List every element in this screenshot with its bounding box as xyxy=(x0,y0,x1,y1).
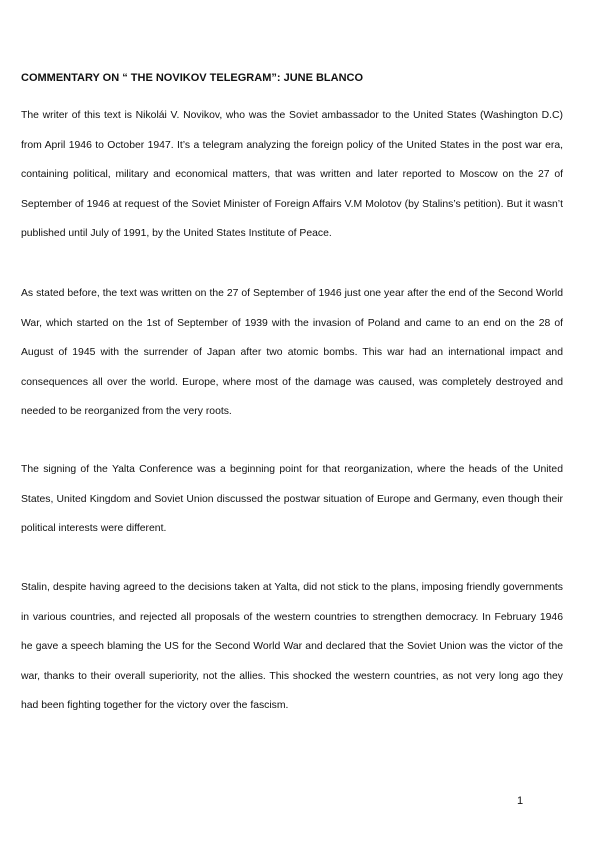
document-title: COMMENTARY ON “ THE NOVIKOV TELEGRAM”: JUNE BLANCO xyxy=(21,72,364,84)
paragraph-historical-context: As stated before, the text was written on the 27 of September of 1946 just one year after the end of the Second World War, which started on the 1st of September of 1939 with the invasion of Poland and came to an end on the 28 of August of 1945 with the surrender of Japan after two atomic bombs. This war had an international impact and consequences all over the world. Europe, where most of the damage was caused, was completely destroyed and needed to be reorganized from the very roots. xyxy=(21,288,563,418)
page-number: 1 xyxy=(517,795,524,807)
paragraph-stalin-speech: Stalin, despite having agreed to the decisions taken at Yalta, did not stick to the plans, imposing friendly governments in various countries, and rejected all proposals of the western countries to strengthen democracy. In February 1946 he gave a speech blaming the US for the Second World War and declared that the Soviet Union was the victor of the war, thanks to their overall superiority, not the allies. This shocked the western countries, as not very long ago they had been fighting together for the victory over the fascism. xyxy=(21,582,563,712)
paragraph-yalta-conference: The signing of the Yalta Conference was a beginning point for that reorganization, where the heads of the United States, United Kingdom and Soviet Union discussed the postwar situation of Europe and Germany, even though their political interests were different. xyxy=(21,464,563,535)
paragraph-author-context: The writer of this text is Nikolái V. Novikov, who was the Soviet ambassador to the United States (Washington D.C) from April 1946 to October 1947. It’s a telegram analyzing the foreign policy of the United States in the post war era, containing political, military and economical matters, that was written and later reported to Moscow on the 27 of September of 1946 at request of the Soviet Minister of Foreign Affairs V.M Molotov (by Stalins’s petition). But it wasn’t published until July of 1991, by the United States Institute of Peace. xyxy=(21,110,563,240)
